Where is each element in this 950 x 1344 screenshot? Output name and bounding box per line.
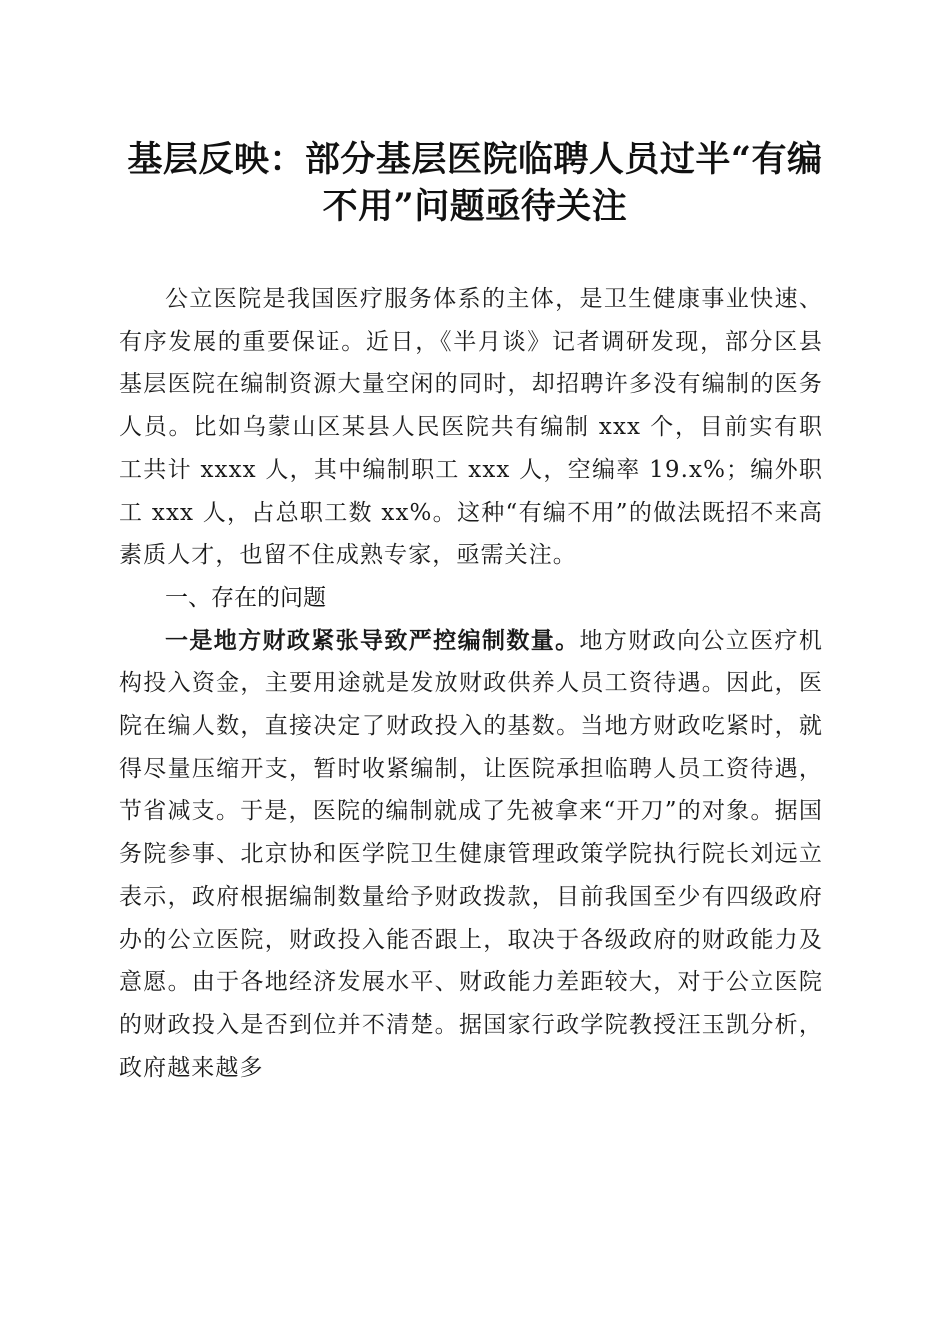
- point-one-paragraph: [119, 620, 823, 1090]
- intro-paragraph: 公立医院是我国医疗服务体系的主体，是卫生健康事业快速、有序发展的重要保证。近日，《半月谈》记者调研发现，部分区县基层医院在编制资源大量空闲的同时，却招聘许多没有编制的医务人员。比如乌蒙山区某县人民医院共有编制 xxx 个，目前实有职工共计 xxxx 人，其中编制职工 xxx 人，空编率 19.x%；编外职工 xxx 人，占总职工数 xx%。这种“有编不用”的做法既招不来高素质人才，也留不住成熟专家，亟需关注。: [119, 286, 823, 569]
- document-title: [100, 136, 850, 230]
- document-body: [119, 278, 823, 1089]
- point-one-text: 地方财政向公立医疗机构投入资金，主要用途就是发放财政供养人员工资待遇。因此，医院在编人数，直接决定了财政投入的基数。当地方财政吃紧时，就得尽量压缩开支，暂时收紧编制，让医院承担临聘人员工资待遇，节省减支。于是，医院的编制就成了先被拿来“开刀”的对象。据国务院参事、北京协和医学院卫生健康管理政策学院执行院长刘远立表示，政府根据编制数量给予财政拨款，目前我国至少有四级政府办的公立医院，财政投入能否跟上，取决于各级政府的财政能力及意愿。由于各地经济发展水平、财政能力差距较大，对于公立医院的财政投入是否到位并不清楚。据国家行政学院教授汪玉凯分析，政府越来越多: [119, 627, 824, 1081]
- section-heading-problems: 一、存在的问题: [165, 584, 326, 611]
- title-line-2: 不用”问题亟待关注: [322, 186, 628, 227]
- title-line-1: 基层反映：部分基层医院临聘人员过半“有编: [127, 139, 823, 180]
- point-one-lead: 一是地方财政紧张导致严控编制数量。: [165, 626, 580, 654]
